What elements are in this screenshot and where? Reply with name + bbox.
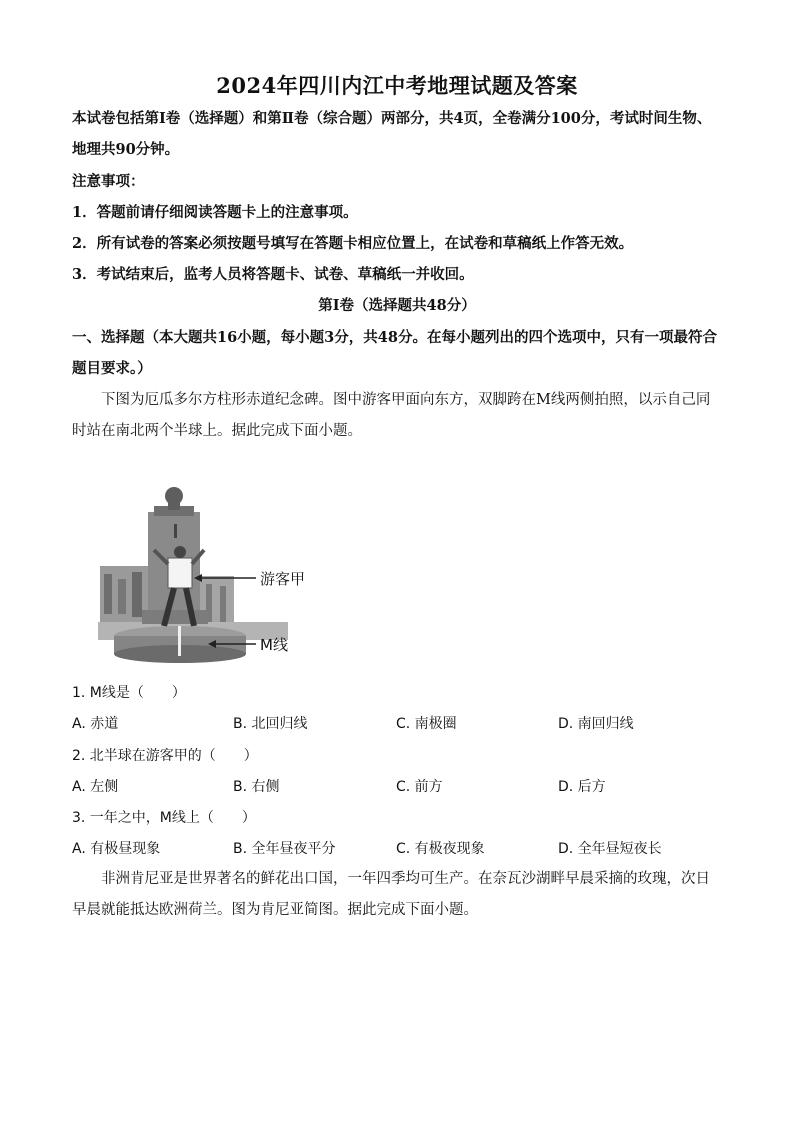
question-2-stem: 2. 北半球在游客甲的（ ） [72, 748, 258, 764]
exam-intro: 本试卷包括第Ⅰ卷（选择题）和第Ⅱ卷（综合题）两部分，共4页，全卷满分100分，考试时间生物、地理共90分钟。 [72, 110, 712, 158]
question-2-option-a: A. 左侧 [72, 779, 119, 795]
question-1-option-a: A. 赤道 [72, 716, 119, 732]
section-title: 第Ⅰ卷（选择题共48分） [318, 297, 476, 314]
question-3-stem: 3. 一年之中，M线上（ ） [72, 810, 256, 826]
question-1-option-d: D. 南回归线 [558, 716, 634, 732]
equator-monument-figure [96, 484, 336, 674]
tourist-label: 游客甲 [260, 570, 306, 588]
question-1-stem: 1. M线是（ ） [72, 685, 186, 701]
page-title: 2024年四川内江中考地理试题及答案 [216, 73, 578, 98]
note-item: 3．考试结束后，监考人员将答题卡、试卷、草稿纸一并收回。 [72, 266, 474, 283]
question-2-option-b: B. 右侧 [233, 779, 280, 795]
question-3-option-a: A. 有极昼现象 [72, 841, 161, 857]
part-heading: 一、选择题（本大题共16小题，每小题3分，共48分。在每小题列出的四个选项中，只有一项最符合题目要求。） [72, 329, 717, 377]
notes-heading: 注意事项： [72, 173, 145, 190]
question-3-option-c: C. 有极夜现象 [396, 841, 485, 857]
passage-2: 非洲肯尼亚是世界著名的鲜花出口国，一年四季均可生产。在奈瓦沙湖畔早晨采摘的玫瑰，次日早晨就能抵达欧洲荷兰。图为肯尼亚简图。据此完成下面小题。 [72, 871, 710, 918]
note-item: 2．所有试卷的答案必须按题号填写在答题卡相应位置上，在试卷和草稿纸上作答无效。 [72, 235, 634, 252]
m-line-label: M线 [260, 636, 288, 654]
question-2-option-c: C. 前方 [396, 779, 443, 795]
passage-1: 下图为厄瓜多尔方柱形赤道纪念碑。图中游客甲面向东方，双脚跨在M线两侧拍照，以示自己同时站在南北两个半球上。据此完成下面小题。 [72, 392, 711, 439]
question-3-option-d: D. 全年昼短夜长 [558, 841, 662, 857]
question-1-option-b: B. 北回归线 [233, 716, 308, 732]
note-item: 1．答题前请仔细阅读答题卡上的注意事项。 [72, 204, 358, 221]
question-1-option-c: C. 南极圈 [396, 716, 457, 732]
question-3-option-b: B. 全年昼夜平分 [233, 841, 336, 857]
question-2-option-d: D. 后方 [558, 779, 606, 795]
